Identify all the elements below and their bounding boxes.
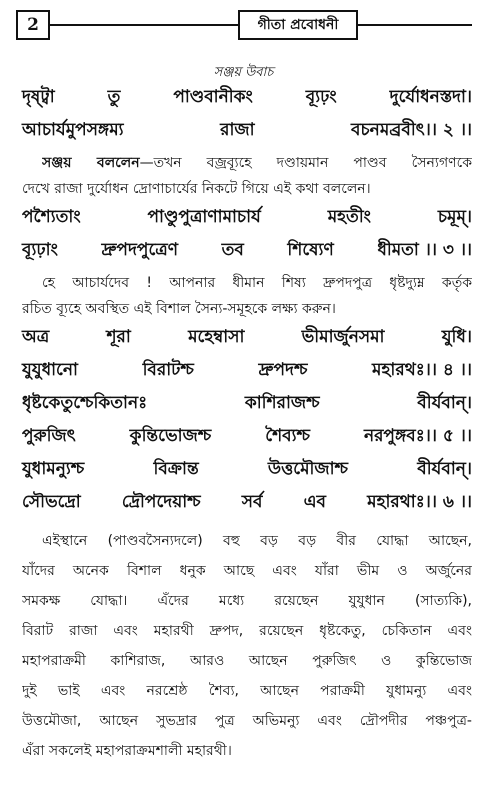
page-number: 2 bbox=[16, 10, 50, 40]
translation-line: দুই ভাই এবং নরশ্রেষ্ঠ শৈব্য, আছেন পরাক্রমী যুধামন্যু এবং bbox=[22, 683, 472, 699]
verse-word: যুযুধানো bbox=[22, 360, 78, 380]
verse-word: বীর্যবান্। bbox=[417, 459, 472, 479]
verse-word: ভীমার্জুনসমা bbox=[301, 327, 385, 347]
verse-line bbox=[22, 488, 472, 518]
translation-line bbox=[42, 150, 472, 176]
translation-line: দেখে রাজা দুর্যোধন দ্রোণাচার্যের নিকটে গিয়ে এই কথা বললেন। bbox=[22, 181, 371, 197]
verse-word: চমূম্। bbox=[437, 207, 472, 227]
verse-word: যুধি। bbox=[441, 327, 472, 347]
verse-word: দ্রুপদশ্চ bbox=[258, 360, 308, 380]
verse-line bbox=[22, 236, 472, 266]
verse-word: পশ্যৈতাং bbox=[22, 207, 81, 227]
speaker-label: সঞ্জয় বললেন bbox=[42, 155, 140, 171]
verse-line bbox=[22, 116, 472, 146]
verse-word: আচার্যমুপসঙ্গম্য bbox=[22, 120, 124, 140]
verse-word: কাশিরাজশ্চ bbox=[244, 393, 320, 413]
verse-word: সর্ব bbox=[241, 492, 263, 512]
translation-line: রচিত ব্যূহে অবস্থিত এই বিশাল সৈন্য-সমূহকে লক্ষ্য করুন। bbox=[22, 301, 336, 317]
verse-word: মহেম্বাসা bbox=[188, 327, 245, 347]
translation-text: —তখন বজ্রব্যূহে দণ্ডায়মান পাণ্ডব সৈন্যগণকে bbox=[139, 155, 472, 171]
verse-word: অত্র bbox=[22, 327, 50, 347]
verse-word: এব bbox=[303, 492, 326, 512]
verse-word: নরপুঙ্গবঃ।। ৫ ।। bbox=[363, 426, 472, 446]
verse-word: শূরা bbox=[106, 327, 131, 347]
verse-word: দ্রৌপদেয়াশ্চ bbox=[121, 492, 201, 512]
translation-line: এইস্থানে (পাণ্ডবসৈন্যদলে) বহু বড় বড় বীর যোদ্ধা আছেন, bbox=[42, 533, 472, 549]
verse-word: বিক্রান্ত bbox=[153, 459, 199, 479]
verse-word: কুন্তিভোজশ্চ bbox=[129, 426, 212, 446]
translation-line: বিরাট রাজা এবং মহারথী দ্রুপদ, রয়েছেন ধৃষ্টকেতু, চেকিতান এবং bbox=[22, 623, 472, 639]
verse-word: মহতীং bbox=[327, 207, 371, 227]
verse-word: রাজা bbox=[220, 120, 255, 140]
translation-line: সমকক্ষ যোদ্ধা। এঁদের মধ্যে রয়েছেন যুযুধান (সাত্যকি), bbox=[22, 593, 472, 609]
speaker-heading: সঞ্জয় উবাচ bbox=[213, 65, 274, 80]
translation-line: মহাপরাক্রমী কাশিরাজ, আরও আছেন পুরুজিৎ ও কুন্তিভোজ bbox=[22, 653, 472, 669]
verse-line bbox=[22, 389, 472, 419]
verse-word: ধৃষ্টকেতুশ্চেকিতানঃ bbox=[22, 393, 148, 413]
translation-line: যাঁদের অনেক বিশাল ধনুক আছে এবং যাঁরা ভীম ও অর্জুনের bbox=[22, 563, 472, 579]
verse-word: দৃষ্ট্বা bbox=[22, 87, 55, 107]
verse-line bbox=[22, 323, 472, 353]
page-header bbox=[16, 10, 472, 40]
verse-word: তু bbox=[107, 87, 121, 107]
translation-line: এঁরা সকলেই মহাপরাক্রমশালী মহারথী। bbox=[22, 743, 232, 759]
verse-word: মহারথাঃ।। ৬ ।। bbox=[367, 492, 472, 512]
verse-word: ব্যূঢ়ং bbox=[305, 87, 337, 107]
book-title: গীতা প্রবোধনী bbox=[238, 10, 358, 40]
verse-word: পুরুজিৎ bbox=[22, 426, 76, 446]
verse-word: শৈব্যশ্চ bbox=[265, 426, 311, 446]
verse-word: মহারথঃ।। ৪ ।। bbox=[372, 360, 472, 380]
verse-line bbox=[22, 83, 472, 113]
verse-word: দুর্যোধনস্তদা। bbox=[389, 87, 472, 107]
translation-line: হে আচার্যদেব ! আপনার ধীমান শিষ্য দ্রুপদপুত্র ধৃষ্টদ্যুম্ন কর্তৃক bbox=[42, 275, 472, 291]
verse-word: পাণ্ডবানীকং bbox=[173, 87, 253, 107]
verse-word: ধীমতা ।। ৩ ।। bbox=[377, 240, 472, 260]
verse-line bbox=[22, 455, 472, 485]
verse-word: পাণ্ডুপুত্রাণামাচার্য bbox=[147, 207, 261, 227]
verse-word: দ্রুপদপুত্রেণ bbox=[101, 240, 179, 260]
verse-word: শিষ্যেণ bbox=[287, 240, 334, 260]
verse-line bbox=[22, 356, 472, 386]
verse-word: তব bbox=[221, 240, 244, 260]
translation-line: উত্তমৌজা, আছেন সুভদ্রার পুত্র অভিমন্যু এবং দ্রৌপদীর পঞ্চপুত্র- bbox=[22, 713, 472, 729]
verse-word: যুধামন্যুশ্চ bbox=[22, 459, 85, 479]
verse-word: বচনমব্রবীৎ।। ২ ।। bbox=[351, 120, 472, 140]
verse-word: ব্যূঢ়াং bbox=[22, 240, 58, 260]
verse-word: বিরাটশ্চ bbox=[142, 360, 194, 380]
verse-word: সৌভদ্রো bbox=[22, 492, 81, 512]
verse-line bbox=[22, 422, 472, 452]
verse-line bbox=[22, 203, 472, 233]
verse-word: উত্তমৌজাশ্চ bbox=[267, 459, 349, 479]
verse-word: বীর্যবান্। bbox=[417, 393, 472, 413]
